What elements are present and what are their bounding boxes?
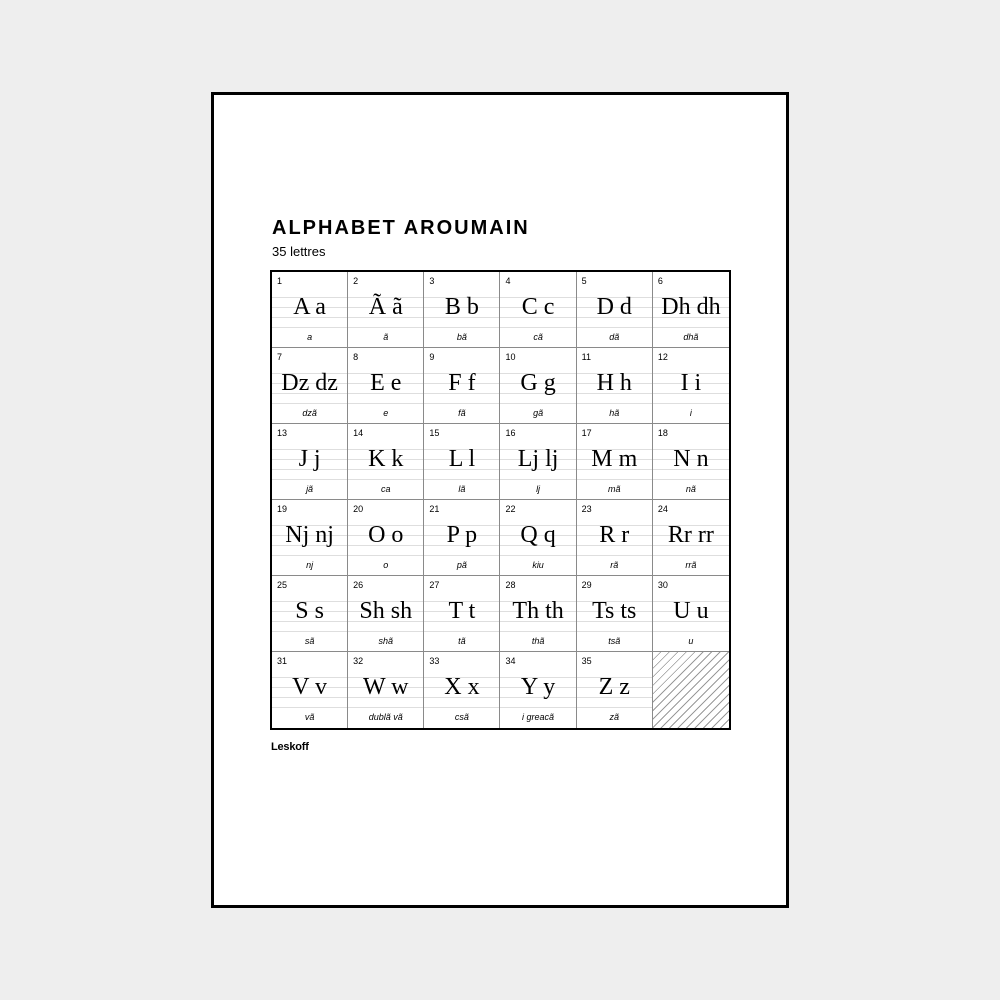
guide-line bbox=[500, 707, 575, 708]
letter-glyph: I i bbox=[680, 370, 702, 396]
letter-pronunciation: zã bbox=[609, 712, 619, 722]
letter-pronunciation: kiu bbox=[532, 560, 544, 570]
guide-line bbox=[577, 403, 652, 404]
letter-number: 7 bbox=[277, 352, 283, 362]
guide-line bbox=[424, 479, 499, 480]
letter-glyph: D d bbox=[596, 294, 632, 320]
poster-frame bbox=[211, 92, 789, 908]
letter-cell bbox=[577, 652, 653, 728]
guide-line bbox=[424, 327, 499, 328]
letter-number: 21 bbox=[429, 504, 440, 514]
letter-pronunciation: rã bbox=[610, 560, 619, 570]
letter-glyph: Th th bbox=[512, 598, 564, 624]
letter-cell bbox=[272, 652, 348, 728]
letter-number: 35 bbox=[581, 656, 592, 666]
letter-number: 10 bbox=[505, 352, 516, 362]
letter-pronunciation: pã bbox=[456, 560, 467, 570]
letter-number: 12 bbox=[657, 352, 668, 362]
letter-cell bbox=[577, 500, 653, 576]
letter-glyph: K k bbox=[368, 446, 404, 472]
poster-subtitle: 35 lettres bbox=[272, 244, 326, 259]
letter-number: 11 bbox=[581, 352, 591, 362]
guide-line bbox=[653, 555, 729, 556]
letter-cell bbox=[348, 500, 424, 576]
letter-glyph: V v bbox=[292, 674, 328, 700]
letter-cell bbox=[577, 348, 653, 424]
letter-pronunciation: u bbox=[688, 636, 694, 646]
letter-cell bbox=[653, 272, 729, 348]
letter-cell bbox=[500, 652, 576, 728]
letter-number: 8 bbox=[353, 352, 359, 362]
letter-number: 22 bbox=[505, 504, 516, 514]
letter-number: 5 bbox=[581, 276, 587, 286]
guide-line bbox=[348, 707, 423, 708]
letter-number: 16 bbox=[505, 428, 516, 438]
letter-pronunciation: nã bbox=[685, 484, 696, 494]
guide-line bbox=[577, 555, 652, 556]
brand-logo: Leskoff bbox=[271, 741, 309, 753]
letter-glyph: H h bbox=[596, 370, 632, 396]
letter-cell bbox=[272, 576, 348, 652]
letter-pronunciation: cã bbox=[533, 332, 543, 342]
guide-line bbox=[500, 479, 575, 480]
letter-pronunciation: jã bbox=[306, 484, 314, 494]
guide-line bbox=[348, 479, 423, 480]
letter-cell bbox=[348, 652, 424, 728]
letter-pronunciation: dã bbox=[609, 332, 620, 342]
guide-line bbox=[424, 403, 499, 404]
letter-number: 9 bbox=[429, 352, 435, 362]
letter-pronunciation: shã bbox=[378, 636, 393, 646]
letter-cell bbox=[424, 576, 500, 652]
letter-glyph: Z z bbox=[598, 674, 630, 700]
guide-line bbox=[653, 327, 729, 328]
letter-cell bbox=[424, 652, 500, 728]
alphabet-grid bbox=[270, 270, 731, 730]
letter-pronunciation: csã bbox=[454, 712, 469, 722]
poster-title: ALPHABET AROUMAIN bbox=[272, 217, 530, 239]
letter-glyph: J j bbox=[298, 446, 321, 472]
letter-cell bbox=[424, 424, 500, 500]
letter-glyph: B b bbox=[444, 294, 479, 320]
letter-number: 14 bbox=[353, 428, 364, 438]
guide-line bbox=[272, 707, 347, 708]
letter-glyph: A a bbox=[293, 294, 326, 320]
guide-line bbox=[500, 555, 575, 556]
guide-line bbox=[272, 555, 347, 556]
letter-pronunciation: tã bbox=[458, 636, 466, 646]
letter-cell bbox=[653, 348, 729, 424]
letter-pronunciation: mã bbox=[607, 484, 621, 494]
letter-glyph: Ts ts bbox=[592, 598, 637, 624]
letter-pronunciation: nj bbox=[306, 560, 314, 570]
letter-glyph: N n bbox=[673, 446, 709, 472]
letter-pronunciation: fã bbox=[458, 408, 466, 418]
letter-number: 15 bbox=[429, 428, 440, 438]
letter-cell bbox=[348, 576, 424, 652]
letter-pronunciation: o bbox=[383, 560, 389, 570]
guide-line bbox=[272, 631, 347, 632]
letter-number: 30 bbox=[657, 580, 668, 590]
guide-line bbox=[272, 479, 347, 480]
guide-line bbox=[348, 327, 423, 328]
letter-cell bbox=[653, 576, 729, 652]
guide-line bbox=[424, 707, 499, 708]
letter-glyph: Rr rr bbox=[667, 522, 714, 548]
letter-glyph: Sh sh bbox=[359, 598, 413, 624]
letter-glyph: E e bbox=[370, 370, 402, 396]
letter-glyph: R r bbox=[599, 522, 630, 548]
letter-cell bbox=[424, 272, 500, 348]
guide-line bbox=[577, 707, 652, 708]
letter-glyph: Lj lj bbox=[517, 446, 559, 472]
letter-cell bbox=[500, 348, 576, 424]
letter-number: 23 bbox=[581, 504, 592, 514]
letter-glyph: M m bbox=[591, 446, 638, 472]
guide-line bbox=[653, 479, 729, 480]
letter-number: 13 bbox=[277, 428, 288, 438]
letter-pronunciation: dzã bbox=[302, 408, 317, 418]
letter-number: 4 bbox=[505, 276, 511, 286]
letter-number: 18 bbox=[657, 428, 668, 438]
letter-pronunciation: rrã bbox=[685, 560, 697, 570]
guide-line bbox=[500, 631, 575, 632]
letter-glyph: G g bbox=[520, 370, 556, 396]
guide-line bbox=[348, 555, 423, 556]
letter-number: 2 bbox=[353, 276, 359, 286]
letter-cell bbox=[424, 348, 500, 424]
letter-number: 1 bbox=[277, 276, 283, 286]
letter-number: 31 bbox=[277, 656, 288, 666]
letter-cell bbox=[500, 576, 576, 652]
letter-cell bbox=[577, 272, 653, 348]
letter-glyph: W w bbox=[362, 674, 409, 700]
letter-number: 20 bbox=[353, 504, 364, 514]
guide-line bbox=[577, 479, 652, 480]
letter-cell bbox=[272, 272, 348, 348]
letter-pronunciation: i bbox=[689, 408, 692, 418]
letter-glyph: Q q bbox=[520, 522, 556, 548]
letter-number: 34 bbox=[505, 656, 516, 666]
letter-number: 33 bbox=[429, 656, 440, 666]
guide-line bbox=[348, 403, 423, 404]
letter-pronunciation: a bbox=[307, 332, 313, 342]
letter-cell bbox=[272, 424, 348, 500]
letter-cell bbox=[653, 500, 729, 576]
guide-line bbox=[500, 403, 575, 404]
letter-pronunciation: ã bbox=[383, 332, 389, 342]
guide-line bbox=[577, 631, 652, 632]
guide-line bbox=[272, 327, 347, 328]
letter-glyph: T t bbox=[448, 598, 476, 624]
letter-pronunciation: e bbox=[383, 408, 389, 418]
letter-pronunciation: vã bbox=[304, 712, 315, 722]
letter-number: 27 bbox=[429, 580, 440, 590]
letter-cell bbox=[577, 424, 653, 500]
letter-glyph: Dz dz bbox=[281, 370, 338, 396]
letter-pronunciation: hã bbox=[609, 408, 620, 418]
letter-pronunciation: dhã bbox=[683, 332, 699, 342]
letter-glyph: X x bbox=[444, 674, 480, 700]
empty-hatched-cell bbox=[653, 652, 729, 728]
letter-cell bbox=[500, 424, 576, 500]
letter-cell bbox=[272, 500, 348, 576]
guide-line bbox=[424, 631, 499, 632]
guide-line bbox=[577, 327, 652, 328]
guide-line bbox=[653, 631, 729, 632]
letter-number: 26 bbox=[353, 580, 364, 590]
letter-cell bbox=[424, 500, 500, 576]
letter-glyph: Dh dh bbox=[661, 294, 721, 320]
letter-cell bbox=[653, 424, 729, 500]
guide-line bbox=[500, 327, 575, 328]
letter-number: 3 bbox=[429, 276, 435, 286]
letter-pronunciation: ca bbox=[380, 484, 391, 494]
letter-cell bbox=[272, 348, 348, 424]
letter-glyph: O o bbox=[368, 522, 404, 548]
letter-pronunciation: i greacã bbox=[522, 712, 555, 722]
letter-glyph: Ã ã bbox=[368, 294, 403, 320]
letter-cell bbox=[500, 272, 576, 348]
letter-pronunciation: lj bbox=[536, 484, 541, 494]
letter-pronunciation: thã bbox=[531, 636, 545, 646]
letter-number: 17 bbox=[581, 428, 592, 438]
letter-cell bbox=[500, 500, 576, 576]
letter-cell bbox=[348, 348, 424, 424]
guide-line bbox=[653, 403, 729, 404]
letter-glyph: S s bbox=[295, 598, 324, 624]
letter-number: 6 bbox=[657, 276, 663, 286]
letter-glyph: Y y bbox=[520, 674, 556, 700]
letter-number: 25 bbox=[277, 580, 288, 590]
letter-pronunciation: lã bbox=[458, 484, 466, 494]
letter-glyph: U u bbox=[673, 598, 709, 624]
letter-glyph: C c bbox=[521, 294, 555, 320]
letter-glyph: P p bbox=[446, 522, 478, 548]
letter-cell bbox=[348, 272, 424, 348]
letter-glyph: Nj nj bbox=[285, 522, 334, 548]
letter-pronunciation: sã bbox=[304, 636, 315, 646]
guide-line bbox=[424, 555, 499, 556]
letter-cell bbox=[577, 576, 653, 652]
letter-pronunciation: tsã bbox=[608, 636, 621, 646]
guide-line bbox=[348, 631, 423, 632]
letter-number: 28 bbox=[505, 580, 516, 590]
letter-pronunciation: bã bbox=[456, 332, 467, 342]
letter-number: 32 bbox=[353, 656, 364, 666]
letter-cell bbox=[348, 424, 424, 500]
letter-glyph: F f bbox=[448, 370, 476, 396]
letter-number: 19 bbox=[277, 504, 288, 514]
guide-line bbox=[272, 403, 347, 404]
letter-number: 29 bbox=[581, 580, 592, 590]
letter-number: 24 bbox=[657, 504, 668, 514]
letter-pronunciation: dublã vã bbox=[368, 712, 403, 722]
letter-pronunciation: gã bbox=[533, 408, 544, 418]
letter-glyph: L l bbox=[448, 446, 476, 472]
